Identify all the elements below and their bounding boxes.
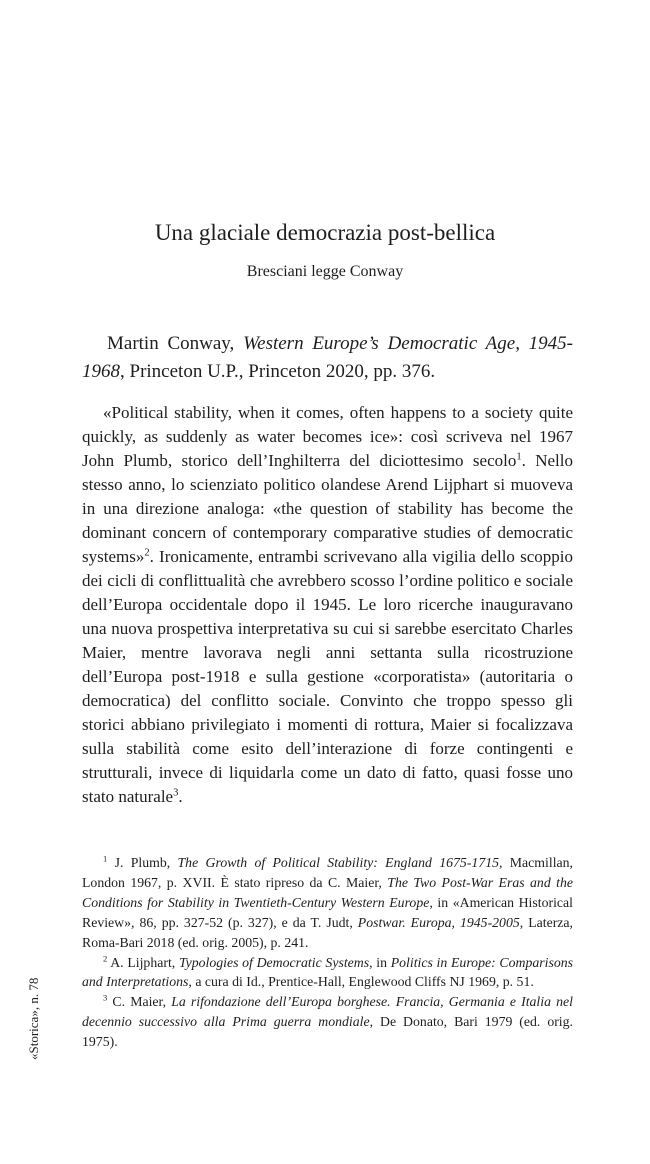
book-details: , Princeton U.P., Princeton 2020, pp. 376. <box>120 361 436 382</box>
footnote-italic: The Growth of Political Stability: England 1675-1715 <box>177 855 500 870</box>
body-text-end: . <box>178 787 183 806</box>
footnote-text: A. Lijphart, <box>107 954 179 970</box>
running-head: «Storica», n. 78 <box>26 977 41 1060</box>
footnote-italic: Typologies of Democratic Systems <box>178 954 370 970</box>
body-text-3: . Ironicamente, entrambi scrivevano alla vigilia dello scoppio dei cicli di conflittualità che avrebbero scosso l’ordine politico e sociale dell’Europa occidentale dopo il 1945. Le loro ricerche inauguravano una nuova prospettiva interpretativa su cui si sarebbe esercitato Charles Maier, mentre lavorava negli anni settanta sulla ricostruzione dell’Europa post-1918 e sulla gestione «corporatista» (autoritaria o democratica) del conflitto sociale. Convinto che troppo spesso gli storici abbiano privilegiato i momenti di rottura, Maier si focalizzava sulla stabilità come esito dell’interazione di forze contingenti e strutturali, invece di liquidarla come un dato di fatto, quasi fosse uno stato naturale <box>82 547 573 806</box>
footnote-text: , Macmillan, London 1967, p. XVII. È stato ripreso da C. Maier, <box>82 855 574 890</box>
body-text-1: «Political stability, when it comes, often happens to a society quite quickly, as suddenly as water becomes ice»: così scriveva nel 1967 John Plumb, storico dell’Inghilterra del diciottesimo secolo <box>82 403 573 470</box>
book-reference <box>82 330 573 386</box>
article-title: Una glaciale democrazia post-bellica <box>154 220 496 245</box>
footnote-ref-1: 1 <box>516 451 522 463</box>
footnote-number: 2 <box>103 952 108 963</box>
footnote-italic: The Two Post-War Eras and the Conditions for Stability in Twentieth-Century Western Europe <box>82 874 573 910</box>
book-author: Martin Conway, <box>107 333 235 354</box>
body-paragraph <box>82 401 573 809</box>
footnote-3 <box>82 992 573 1052</box>
footnote-2 <box>82 953 573 993</box>
footnote-italic: Postwar. Europa, 1945-2005 <box>357 914 520 930</box>
footnote-ref-2: 2 <box>144 547 150 559</box>
footnote-text: , in «American Historical Review», 86, pp. 327-52 (p. 327), e da T. Judt, <box>82 894 573 930</box>
footnote-text: , De Donato, Bari 1979 (ed. orig. 1975). <box>82 1014 573 1050</box>
footnote-text: , a cura di Id., Prentice-Hall, Englewood Cliffs NJ 1969, p. 51. <box>188 974 534 990</box>
book-title: Western Europe’s Democratic Age, 1945-1968 <box>82 333 574 382</box>
article-subtitle: Bresciani legge Conway <box>246 263 404 280</box>
footnote-text: C. Maier, <box>107 994 172 1010</box>
footnote-number: 3 <box>103 992 108 1003</box>
footnotes <box>82 853 573 1052</box>
footnote-1 <box>82 853 573 953</box>
footnote-text: J. Plumb, <box>107 855 178 870</box>
body-text-2: . Nello stesso anno, lo scienziato politico olandese Arend Lijphart si muoveva in una direzione analoga: «the question of stability has become the dominant concern of contemporary comparative studies of democratic systems» <box>82 451 573 566</box>
footnote-italic: La rifondazione dell’Europa borghese. Francia, Germania e Italia nel decennio successivo alla Prima guerra mondiale <box>82 994 573 1030</box>
footnote-italic: Politics in Europe: Comparisons and Interpretations <box>82 954 573 990</box>
footnote-ref-3: 3 <box>173 787 179 799</box>
footnote-number: 1 <box>103 853 108 864</box>
footnote-text: , Laterza, Roma-Bari 2018 (ed. orig. 2005), p. 241. <box>82 914 573 950</box>
footnote-text: , in <box>369 954 391 970</box>
